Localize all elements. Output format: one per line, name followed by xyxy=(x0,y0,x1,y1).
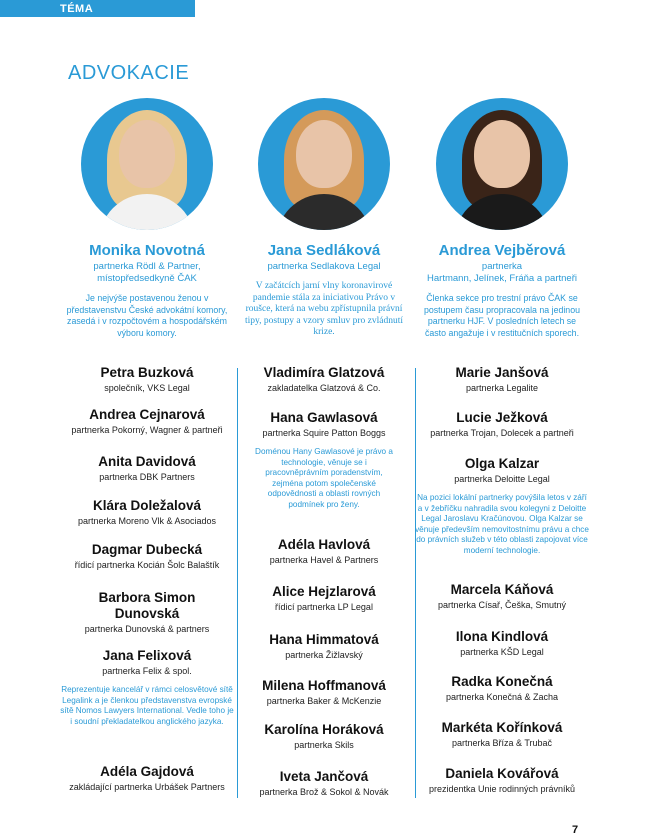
list-item: Karolína Horáková partnerka Skils xyxy=(264,722,384,750)
featured-person-2 xyxy=(229,98,419,339)
list-item: Lucie Ježková partnerka Trojan, Dolecek a partneři xyxy=(430,410,574,438)
portrait-photo xyxy=(81,98,213,230)
list-item: Markéta Kořínková partnerka Bříza & Trubač xyxy=(441,720,563,748)
list-item: Jana Felixová partnerka Felix & spol. Reprezentuje kancelář v rámci celosvětové sítě Legalink a je členkou představenstva evropské sítě Nomos Lawyers International. Vedle toho je i soudní překladatelkou anglického jazyka. xyxy=(60,648,234,726)
featured-role: partnerka Rödl & Partner, místopředsedkyně ČAK xyxy=(93,261,201,284)
featured-description: Členka sekce pro trestní právo ČAK se postupem času propracovala na jedinou partnerku HJF. V posledních letech se často angažuje i v restitučních sporech. xyxy=(423,293,580,338)
list-column-1 xyxy=(52,365,242,793)
featured-description: Je nejvýše postavenou ženou v představenstvu České advokátní komory, zasedá i v rozpočtovém a hospodářském výboru komory. xyxy=(66,293,228,338)
list-item: Vladimíra Glatzová zakladatelka Glatzová & Co. xyxy=(263,365,385,393)
list-column-3 xyxy=(407,365,597,795)
list-item: Andrea Cejnarová partnerka Pokorný, Wagner & partneři xyxy=(71,407,223,435)
list-item: Barbora Simon Dunovská partnerka Dunovská & partners xyxy=(84,590,210,634)
featured-name: Jana Sedláková xyxy=(267,242,381,259)
featured-person-1 xyxy=(52,98,242,339)
portrait-photo xyxy=(436,98,568,230)
portrait-photo xyxy=(258,98,390,230)
section-title: ADVOKACIE xyxy=(68,62,190,84)
list-item: Milena Hoffmanová partnerka Baker & McKenzie xyxy=(262,678,386,706)
featured-name: Andrea Vejběrová xyxy=(438,242,566,259)
page-number: 7 xyxy=(572,824,579,836)
list-item: Radka Konečná partnerka Konečná & Zacha xyxy=(445,674,559,702)
list-item: Klára Doležalová partnerka Moreno Vlk & Asociados xyxy=(77,498,217,526)
section-tag-bar xyxy=(0,0,195,17)
list-item: Iveta Jančová partnerka Brož & Sokol & Novák xyxy=(259,769,389,797)
list-item: Hana Himmatová partnerka Žižlavský xyxy=(269,632,379,660)
featured-person-3 xyxy=(407,98,597,339)
section-tag: TÉMA xyxy=(60,3,94,15)
featured-description: V začátcích jarní vlny koronavirové pandemie stála za iniciativou Právo v roušce, která na webu zpřístupnila právní tipy, postupy a vzory smluv pro zvládnutí krize. xyxy=(245,281,403,337)
featured-role: partnerka Hartmann, Jelínek, Fráňa a partneři xyxy=(427,261,577,284)
list-column-2 xyxy=(229,365,419,798)
list-item: Olga Kalzar partnerka Deloitte Legal Na pozici lokální partnerky povýšila letos v září a v žebříčku nahradila svou kolegyni z Deloitte Legal Jaroslavu Kračúnovou. Olga Kalzar se věnuje především nemovitostnímu právu a chce do právních služeb v této oblasti zapojovat více moderní technologie. xyxy=(415,456,589,555)
list-item: Adéla Havlová partnerka Havel & Partners xyxy=(269,537,379,565)
list-item: Marcela Káňová partnerka Císař, Češka, Smutný xyxy=(437,582,567,610)
list-item: Daniela Kovářová prezidentka Unie rodinných právníků xyxy=(428,766,576,794)
list-item: Petra Buzková společník, VKS Legal xyxy=(100,365,194,393)
list-item: Marie Janšová partnerka Legalite xyxy=(455,365,549,393)
list-item: Anita Davidová partnerka DBK Partners xyxy=(98,454,196,482)
list-item: Dagmar Dubecká řídicí partnerka Kocián Šolc Balaštík xyxy=(74,542,220,570)
list-item: Adéla Gajdová zakládající partnerka Urbášek Partners xyxy=(69,764,225,792)
list-item: Alice Hejzlarová řídicí partnerka LP Legal xyxy=(272,584,376,612)
featured-name: Monika Novotná xyxy=(89,242,205,259)
featured-role: partnerka Sedlakova Legal xyxy=(267,261,381,272)
list-item: Hana Gawlasová partnerka Squire Patton Boggs Doménou Hany Gawlasové je právo a technologie, věnuje se i pracovněprávním poradenstvím, zejména potom společenské odpovědnosti a oblasti rovných podmínek pro ženy. xyxy=(255,410,393,509)
list-item: Ilona Kindlová partnerka KŠD Legal xyxy=(455,629,549,657)
